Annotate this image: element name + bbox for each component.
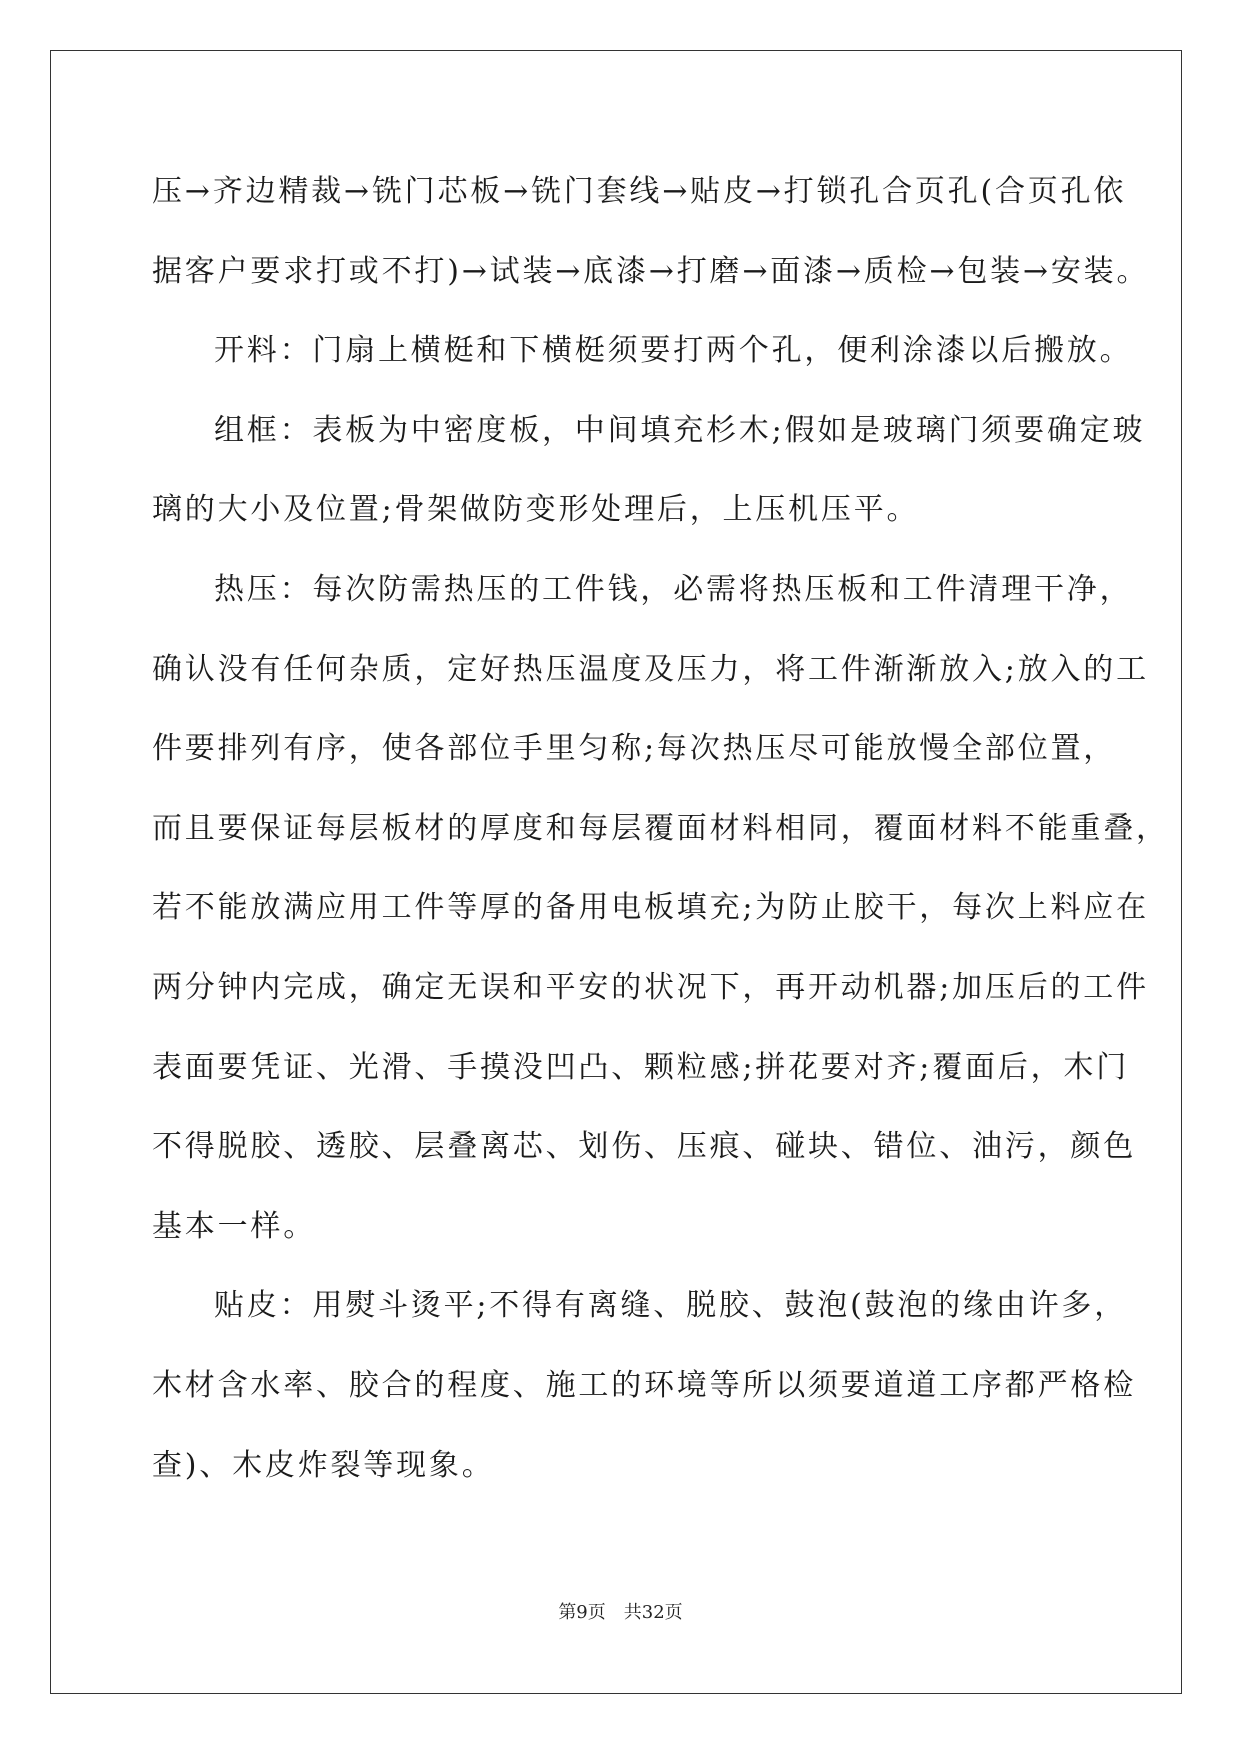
text-line-4: 组框：表板为中密度板，中间填充杉木;假如是玻璃门须要确定玻 [214,412,1146,448]
text-line-13: 不得脱胶、透胶、层叠离芯、划伤、压痕、碰块、错位、油污，颜色 [152,1129,1136,1165]
text-line-1: 压→齐边精裁→铣门芯板→铣门套线→贴皮→打锁孔合页孔(合页孔依 [152,174,1127,209]
text-line-7: 确认没有任何杂质，定好热压温度及压力，将工件渐渐放入;放入的工 [152,651,1149,687]
text-line-9: 而且要保证每层板材的厚度和每层覆面材料相同，覆面材料不能重叠， [152,810,1169,846]
page-total: 共32页 [623,1602,683,1623]
text-line-6: 热压：每次防需热压的工件钱，必需将热压板和工件清理干净， [214,571,1133,607]
text-line-3: 开料：门扇上横梃和下横梃须要打两个孔，便利涂漆以后搬放。 [214,333,1133,369]
text-line-16: 木材含水率、胶合的程度、施工的环境等所以须要道道工序都严格检 [152,1367,1136,1403]
document-body [152,162,1169,1515]
text-line-8: 件要排列有序，使各部位手里匀称;每次热压尽可能放慢全部位置， [152,731,1117,767]
text-line-17: 查)、木皮炸裂等现象。 [152,1447,495,1483]
text-line-2: 据客户要求打或不打)→试装→底漆→打磨→面漆→质检→包装→安装。 [152,253,1150,289]
text-line-5: 璃的大小及位置;骨架做防变形处理后，上压机压平。 [152,492,920,528]
page-footer [0,1598,1241,1624]
text-line-14: 基本一样。 [152,1208,316,1244]
page-number: 第9页 [558,1602,606,1623]
text-line-10: 若不能放满应用工件等厚的备用电板填充;为防止胶干，每次上料应在 [152,890,1149,926]
text-line-11: 两分钟内完成，确定无误和平安的状况下，再开动机器;加压后的工件 [152,969,1149,1005]
text-line-15: 贴皮：用熨斗烫平;不得有离缝、脱胶、鼓泡(鼓泡的缘由许多， [214,1288,1128,1324]
text-line-12: 表面要凭证、光滑、手摸没凹凸、颗粒感;拼花要对齐;覆面后，木门 [152,1049,1130,1085]
